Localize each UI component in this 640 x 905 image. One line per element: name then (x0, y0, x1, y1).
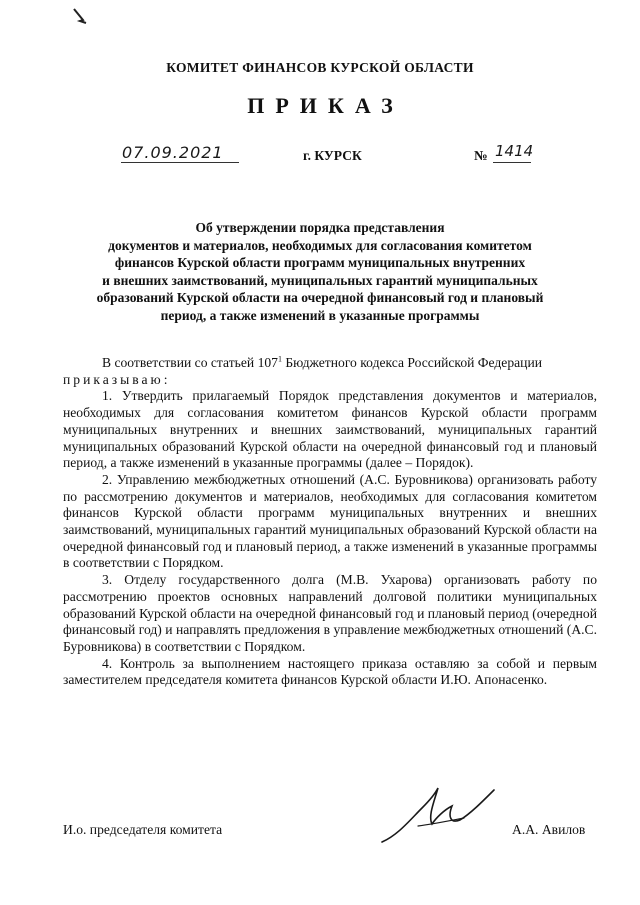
subject-line: финансов Курской области программ муниципальных внутренних (114, 255, 526, 271)
order-word: приказываю: (63, 371, 171, 387)
number-sign: № (474, 148, 488, 163)
order-date: 07.09.2021 (122, 143, 224, 162)
handwritten-signature (378, 780, 498, 850)
date-underline (121, 162, 239, 163)
order-body (63, 355, 597, 689)
order-subject (60, 219, 580, 325)
paragraph-2: 2. Управлению межбюджетных отношений (А.С. Буровникова) организовать работу по рассмотрению документов и материалов, необходимых для согласования комитетом финансов Курской области программ муниципальных внутренних и внешних заимствований, муниципальных гарантий муниципальных образований Курской области на очередной финансовый год и плановый период, а также изменений в указанные программы в соответствии с Порядком. (63, 471, 597, 571)
intro-paragraph (63, 355, 597, 372)
paragraph-4: 4. Контроль за выполнением настоящего приказа оставляю за собой и первым заместителем председателя комитета финансов Курской области И.Ю. Апонасенко. (63, 655, 597, 688)
subject-line: период, а также изменений в указанные программы (160, 307, 480, 323)
number-underline (493, 162, 531, 163)
intro-text: В соответствии со статьей 107 (102, 355, 278, 370)
paragraph-1: 1. Утвердить прилагаемый Порядок представления документов и материалов, необходимых для согласования комитетом финансов Курской области программ муниципальных внутренних и внешних заимствований, муниципальных гарантий муниципальных образований Курской области на очередной финансовый год и плановый период, а также изменений в указанные программы (далее – Порядок). (63, 388, 597, 471)
corner-mark (73, 8, 87, 24)
signatory-position: И.о. председателя комитета (63, 822, 223, 837)
subject-line: документов и материалов, необходимых для согласования комитетом (108, 237, 532, 253)
subject-line: Об утверждении порядка представления (195, 220, 445, 235)
paragraph-3: 3. Отделу государственного долга (М.В. Ухарова) организовать работу по рассмотрению проектов основных направлений долговой политики муниципальных образований Курской области на очередной финансовый год и плановый период (очередной финансовый год) и направлять предложения в управление межбюджетных отношений (А.С. Буровникова) в соответствии с Порядком. (63, 572, 597, 654)
committee-name: КОМИТЕТ ФИНАНСОВ КУРСКОЙ ОБЛАСТИ (166, 60, 474, 75)
order-number: 1414 (495, 142, 534, 160)
order-title: ПРИКАЗ (247, 93, 404, 118)
article-superscript: 1 (277, 354, 282, 364)
signatory-name: А.А. Авилов (512, 822, 586, 837)
subject-line: и внешних заимствований, муниципальных гарантий муниципальных (102, 272, 538, 288)
subject-line: образований Курской области на очередной финансовый год и плановый (96, 290, 544, 306)
intro-text-end: Бюджетного кодекса Российской Федерации (281, 355, 543, 370)
order-city: г. КУРСК (303, 148, 362, 163)
